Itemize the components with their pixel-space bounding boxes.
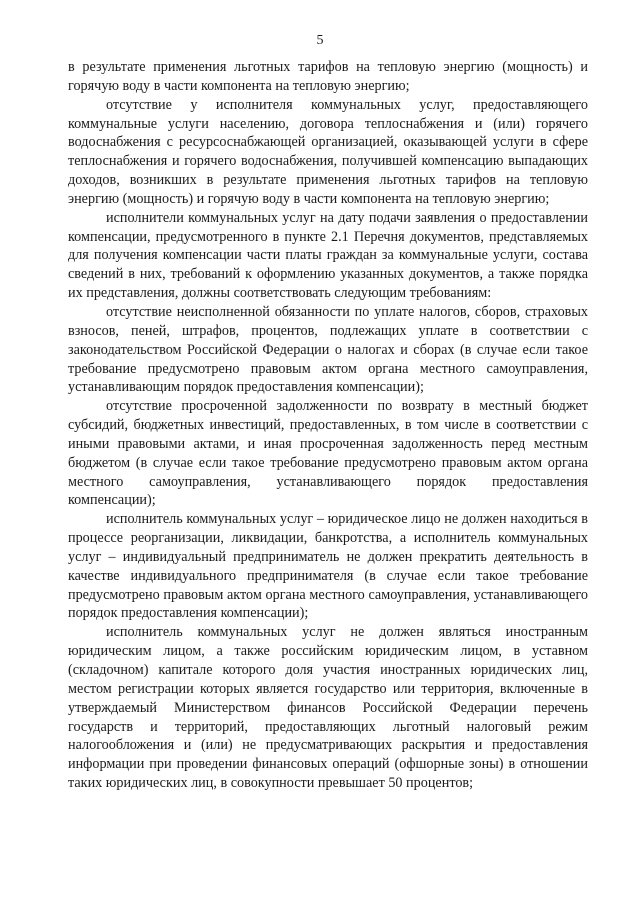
paragraph-contractor-agreement: отсутствие у исполнителя коммунальных услуг, предоставляющего коммунальные услуги населению, договора теплоснабжения и (или) горячего водоснабжения с ресурсоснабжающей организацией, оказывающей услуги в сфере теплоснабжения и горячего водоснабжения, получившей компенсацию выпадающих доходов, возникших в результате применения льготных тарифов на тепловую энергию (мощность) и горячую воду в части компонента на тепловую энергию; — [68, 96, 588, 207]
paragraph-continuation: в результате применения льготных тарифов на тепловую энергию (мощность) и горячую воду в части компонента на тепловую энергию; — [68, 59, 588, 94]
paragraph-contractor-requirements: исполнители коммунальных услуг на дату подачи заявления о предоставлении компенсации, предусмотренного в пункте 2.1 Перечня документов, представляемых для получения компенсации части платы граждан за коммунальные услуги, состава сведений в них, требований к оформлению указанных документов, а также порядка их представления, должны соответствовать следующим требованиям: — [68, 209, 588, 302]
document-body — [68, 58, 588, 793]
paragraph-no-foreign-entity: исполнитель коммунальных услуг не должен являться иностранным юридическим лицом, а также российским юридическим лицом, в уставном (складочном) капитале которого доля участия иностранных юридических лиц, местом регистрации которых является государство или территория, включенные в утверждаемый Министерством финансов Российской Федерации перечень государств и территорий, предоставляющих льготный налоговый режим налогообложения и (или) не предусматривающих раскрытия и предоставления информации при проведении финансовых операций (офшорные зоны) в отношении таких юридических лиц, в совокупности превышает 50 процентов; — [68, 624, 588, 792]
paragraph-no-reorganization: исполнитель коммунальных услуг – юридическое лицо не должен находиться в процессе реорганизации, ликвидации, банкротства, а исполнитель коммунальных услуг – индивидуальный предприниматель не должен прекратить деятельность в качестве индивидуального предпринимателя (в случае если такое требование предусмотрено правовым актом органа местного самоуправления, устанавливающего порядок предоставления компенсации); — [68, 511, 588, 622]
page-number: 5 — [316, 33, 324, 48]
paragraph-no-budget-debt: отсутствие просроченной задолженности по возврату в местный бюджет субсидий, бюджетных инвестиций, предоставленных, в том числе в соответствии с иными правовыми актами, и иная просроченная задолженность перед местным бюджетом (в случае если такое требование предусмотрено правовым актом органа местного самоуправления, устанавливающего порядок предоставления компенсации); — [68, 398, 588, 509]
paragraph-no-tax-debt: отсутствие неисполненной обязанности по уплате налогов, сборов, страховых взносов, пеней, штрафов, процентов, подлежащих уплате в соответствии с законодательством Российской Федерации о налогах и сборах (в случае если такое требование предусмотрено правовым актом органа местного самоуправления, устанавливающим порядок предоставления компенсации); — [68, 303, 588, 396]
